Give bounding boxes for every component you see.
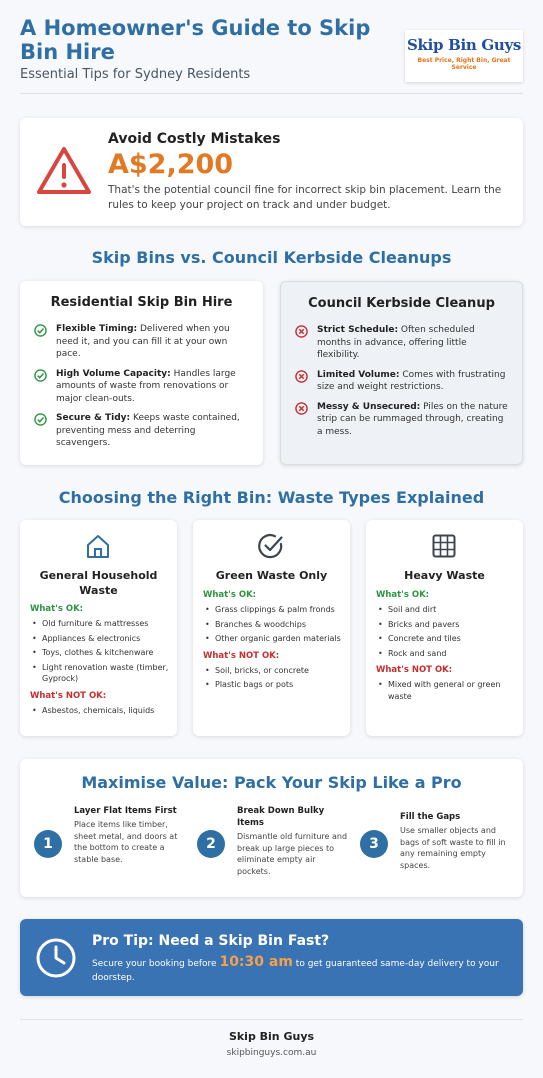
drawback-item: [295, 401, 511, 439]
step-body: Place items like timber, sheet metal, and doors at the bottom to create a stable base.: [74, 820, 178, 864]
benefit-label: Secure & Tidy:: [56, 413, 131, 423]
bin-details: [203, 590, 343, 694]
drawback-label: Messy & Unsecured:: [317, 401, 421, 412]
list-item: • Bricks and pavers: [376, 619, 516, 631]
list-item: • Grass clippings & palm fronds: [203, 604, 343, 616]
bin-title: Green Waste Only: [215, 569, 328, 582]
not-ok-list: [203, 665, 343, 691]
list-item: • Light renovation waste (timber, Gyprock): [30, 662, 170, 685]
step-heading: Fill the Gaps: [400, 812, 461, 822]
council-cleanup-card: [280, 281, 523, 465]
not-ok-list: [376, 679, 516, 702]
benefit-text: Keeps waste contained, preventing mess and deterring scavengers.: [56, 413, 240, 448]
packing-card: [20, 759, 523, 897]
pro-tip-title: Pro Tip: Need a Skip Bin Fast?: [92, 933, 330, 949]
drawback-text: Comes with frustrating size and weight restrictions.: [317, 369, 506, 392]
drawback-text: Often scheduled months in advance, offering little flexibility.: [317, 325, 475, 360]
bin-card-green: [193, 520, 350, 736]
ok-label: What's OK:: [376, 590, 430, 600]
list-item: • Soil and dirt: [376, 604, 516, 616]
drawback-label: Limited Volume:: [317, 369, 400, 380]
packing-step: [197, 805, 352, 885]
ok-list: [203, 604, 343, 645]
clock-icon: [34, 936, 78, 980]
packing-step: [34, 805, 189, 885]
benefit-item: [34, 368, 250, 406]
ok-list: [30, 618, 170, 685]
benefit-item: [34, 412, 250, 450]
step-body: Use smaller objects and bags of soft waste to fill in any remaining empty spaces.: [400, 826, 506, 870]
step-text: [74, 805, 186, 865]
list-item: • Mixed with general or green waste: [376, 679, 516, 702]
grid-icon: [430, 532, 458, 560]
tip-text-after: to get guaranteed same-day delivery to your doorstep.: [92, 959, 499, 983]
logo-name: Skip Bin Guys: [406, 36, 522, 54]
page-subtitle: Essential Tips for Sydney Residents: [20, 67, 251, 82]
pro-tip-text: [92, 955, 510, 985]
drawback-item: [295, 324, 511, 362]
benefit-text: Delivered when you need it, and you can fill it at your own pace.: [56, 324, 230, 359]
list-item: • Toys, clothes & kitchenware: [30, 647, 170, 659]
skip-bin-benefits: [34, 323, 250, 457]
x-circle-icon: [295, 325, 308, 338]
fine-alert-card: [20, 118, 523, 226]
benefit-label: Flexible Timing:: [56, 324, 138, 334]
list-item: • Asbestos, chemicals, liquids: [30, 705, 170, 717]
x-circle-icon: [295, 402, 308, 415]
footer-website-link[interactable]: skipbinguys.com.au: [226, 1048, 317, 1058]
benefit-item: [34, 323, 250, 361]
bins-section-title: Choosing the Right Bin: Waste Types Explained: [58, 488, 485, 507]
not-ok-list: [30, 705, 170, 717]
alert-heading: Avoid Costly Mistakes: [108, 131, 281, 147]
step-text: [400, 811, 512, 871]
bin-details: [376, 590, 516, 705]
list-item: • Appliances & electronics: [30, 633, 170, 645]
step-body: Dismantle old furniture and break up large pieces to eliminate empty air pockets.: [237, 832, 348, 876]
warning-icon: [36, 146, 92, 196]
list-item: • Soil, bricks, or concrete: [203, 665, 343, 677]
drawback-label: Strict Schedule:: [317, 325, 399, 335]
check-icon: [34, 369, 47, 382]
footer: [20, 1019, 523, 1058]
ok-list: [376, 604, 516, 659]
footer-brand: Skip Bin Guys: [228, 1030, 315, 1043]
benefit-label: High Volume Capacity:: [56, 368, 171, 379]
cutoff-time: 10:30 am: [219, 954, 293, 970]
brand-logo: [405, 30, 523, 82]
step-number: 3: [360, 830, 388, 858]
not-ok-label: What's NOT OK:: [30, 690, 107, 701]
step-heading: Layer Flat Items First: [74, 806, 177, 816]
list-item: • Other organic garden materials: [203, 633, 343, 645]
logo-tagline: Best Price, Right Bin, Great Service: [417, 57, 511, 71]
bin-card-general: [20, 520, 177, 736]
bin-details: [30, 604, 170, 719]
not-ok-label: What's NOT OK:: [376, 665, 453, 675]
bin-title: General Household Waste: [39, 569, 158, 597]
list-item: • Concrete and tiles: [376, 633, 516, 645]
house-icon: [84, 532, 112, 560]
bin-card-heavy: [366, 520, 523, 736]
header: [20, 16, 523, 94]
skip-bin-card-title: Residential Skip Bin Hire: [50, 295, 233, 310]
step-heading: Break Down Bulky Items: [237, 806, 325, 828]
list-item: • Branches & woodchips: [203, 619, 343, 631]
skip-bin-card: [20, 281, 263, 465]
council-drawbacks: [295, 324, 511, 445]
fine-amount: A$2,200: [108, 149, 234, 180]
check-circle-icon: [257, 532, 285, 560]
check-icon: [34, 413, 47, 426]
packing-title: Maximise Value: Pack Your Skip Like a Pro: [81, 773, 462, 792]
list-item: • Plastic bags or pots: [203, 679, 343, 691]
packing-step: [360, 805, 515, 885]
drawback-item: [295, 369, 511, 394]
step-text: [237, 805, 349, 877]
check-icon: [34, 324, 47, 337]
ok-label: What's OK:: [203, 590, 257, 600]
step-number: 1: [34, 830, 62, 858]
list-item: • Old furniture & mattresses: [30, 618, 170, 630]
council-card-title: Council Kerbside Cleanup: [308, 296, 495, 311]
benefit-text: Handles large amounts of waste from renovations or major clean-outs.: [56, 368, 236, 404]
x-circle-icon: [295, 370, 308, 383]
bin-title: Heavy Waste: [404, 569, 485, 582]
drawback-text: Piles on the nature strip can be rummaged through, creating a mess.: [317, 401, 508, 437]
comparison-section-title: Skip Bins vs. Council Kerbside Cleanups: [91, 248, 452, 267]
step-number: 2: [197, 830, 225, 858]
tip-text-before: Secure your booking before: [92, 959, 220, 969]
page-title: A Homeowner's Guide to Skip Bin Hire: [20, 16, 371, 64]
list-item: • Rock and sand: [376, 648, 516, 660]
not-ok-label: What's NOT OK:: [203, 650, 280, 661]
pro-tip-banner: [20, 919, 523, 996]
ok-label: What's OK:: [30, 604, 84, 614]
alert-text: That's the potential council fine for incorrect skip bin placement. Learn the rules to keep your project on track and under budget.: [108, 184, 502, 211]
